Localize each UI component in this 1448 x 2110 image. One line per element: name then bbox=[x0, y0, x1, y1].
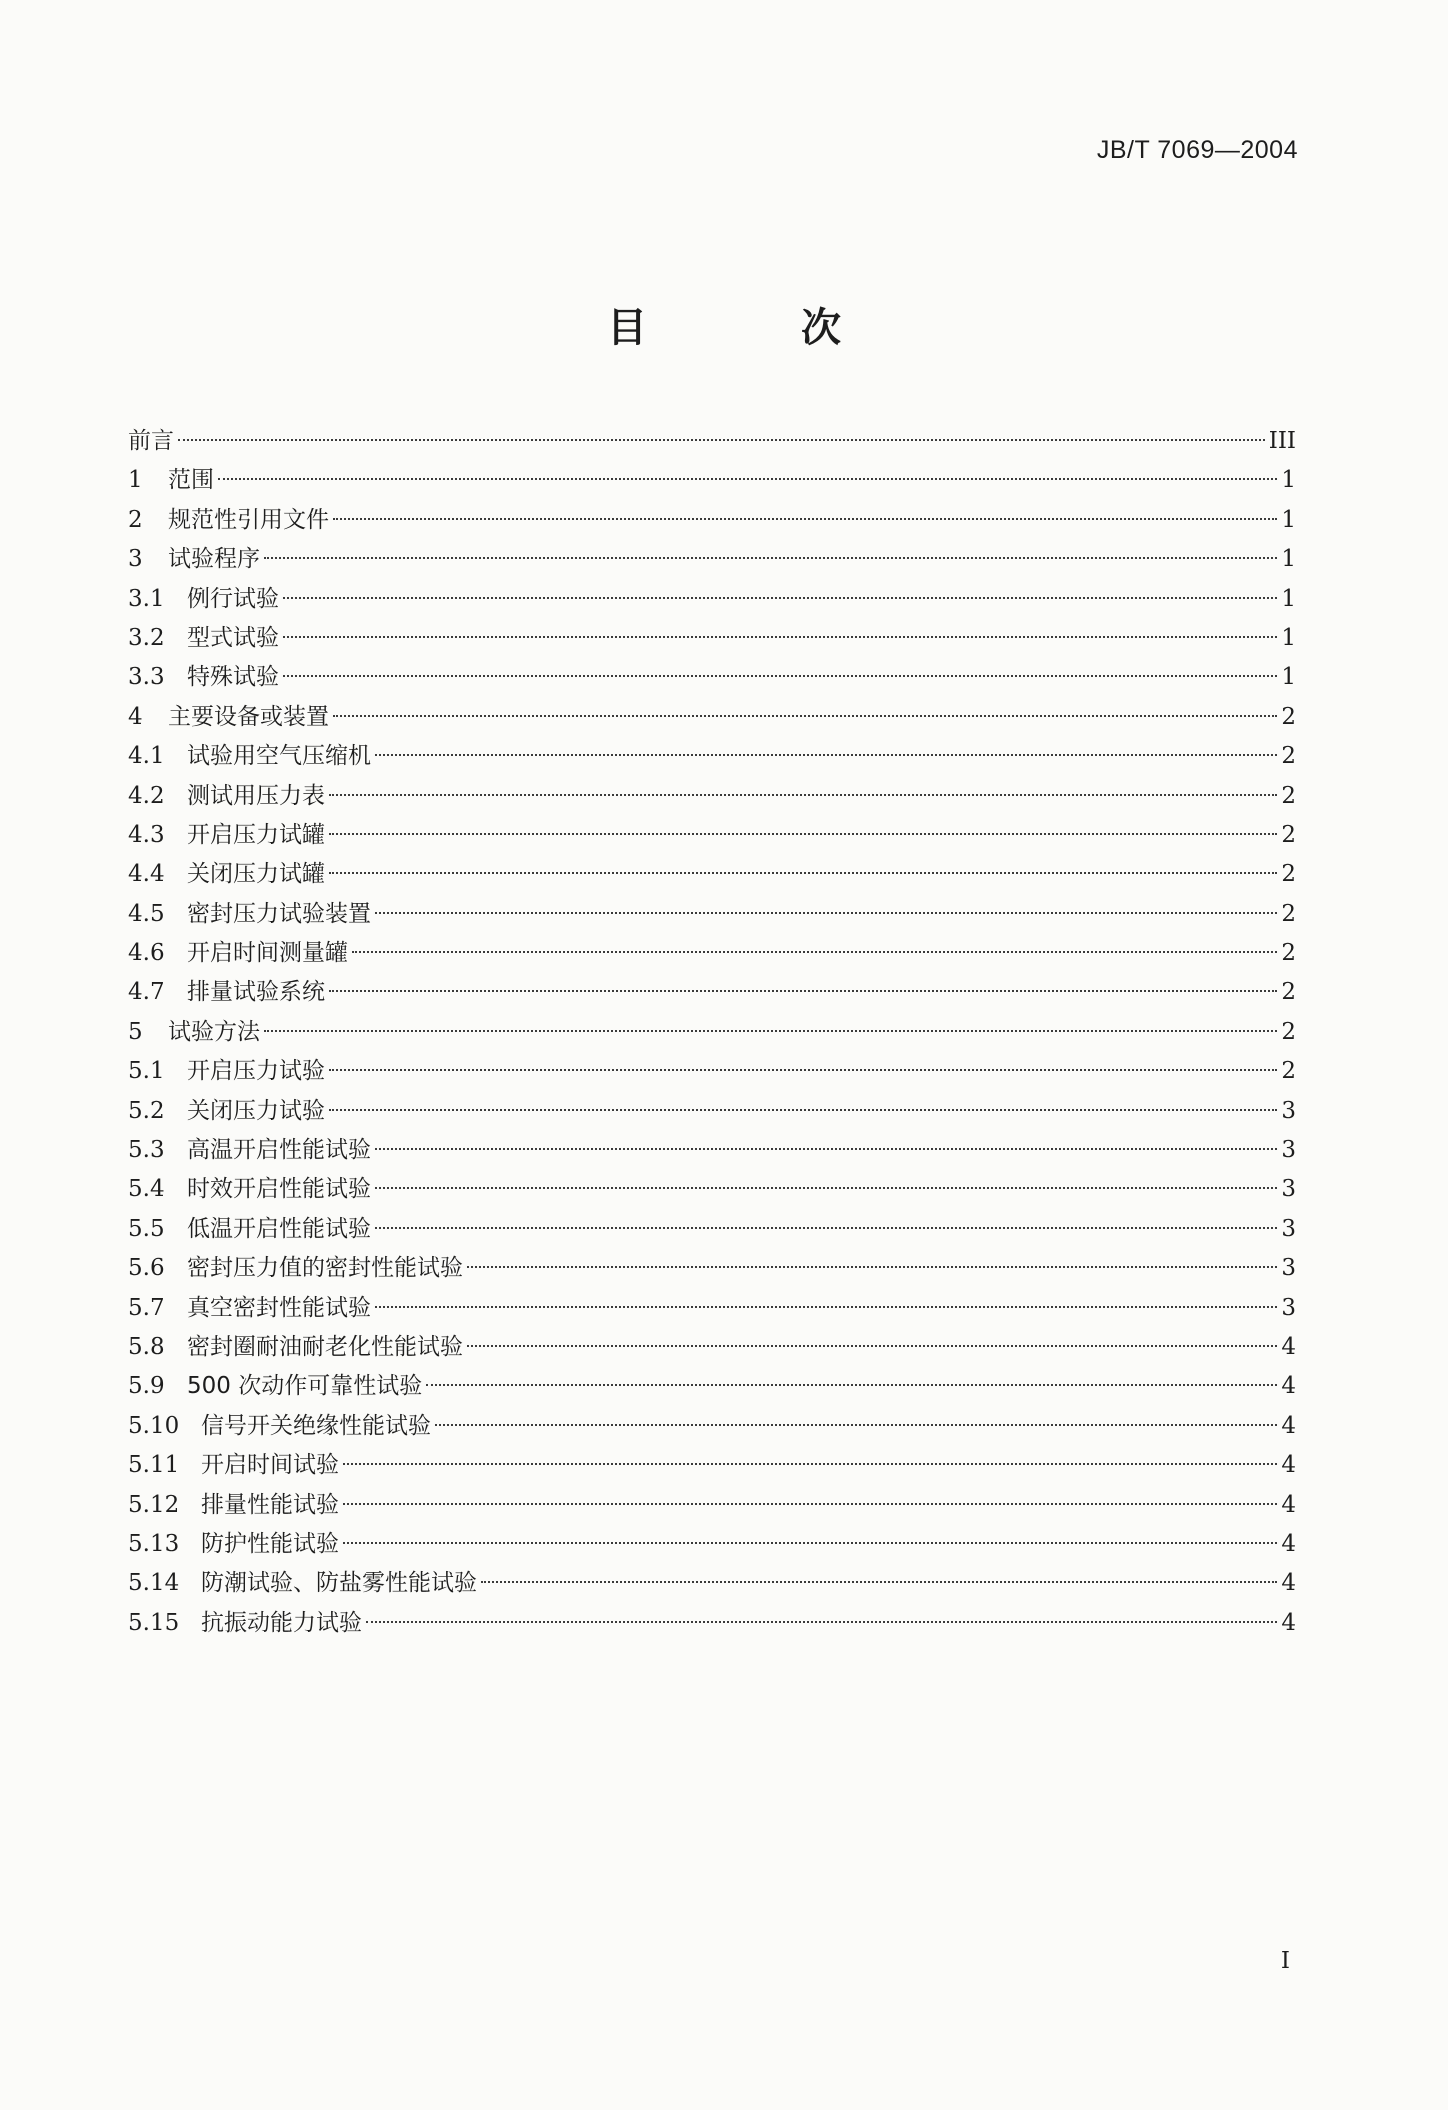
toc-entry-title: 500 次动作可靠性试验 bbox=[187, 1373, 423, 1400]
toc-entry-page: III bbox=[1268, 428, 1296, 454]
toc-entry-title: 密封压力试验装置 bbox=[187, 900, 371, 927]
toc-entry-number: 5.7 bbox=[128, 1294, 165, 1321]
toc-entry[interactable] bbox=[128, 1131, 1296, 1170]
toc-dot-leader bbox=[467, 1345, 1277, 1347]
toc-entry[interactable] bbox=[128, 934, 1296, 973]
toc-dot-leader bbox=[329, 1069, 1277, 1071]
toc-entry-number: 1 bbox=[128, 467, 143, 494]
toc-entry-title: 测试用压力表 bbox=[187, 782, 325, 809]
toc-entry[interactable] bbox=[128, 461, 1296, 500]
toc-dot-leader bbox=[375, 1187, 1277, 1189]
toc-entry-number: 3 bbox=[128, 546, 143, 573]
toc-entry-title: 型式试验 bbox=[187, 624, 279, 651]
toc-entry-number: 5.2 bbox=[128, 1097, 165, 1124]
toc-entry-title: 开启时间试验 bbox=[201, 1452, 339, 1479]
toc-entry-page: 2 bbox=[1281, 1058, 1296, 1085]
toc-dot-leader bbox=[352, 951, 1277, 953]
toc-entry-page: 2 bbox=[1281, 900, 1296, 927]
toc-dot-leader bbox=[329, 833, 1277, 835]
toc-entry-number: 3.1 bbox=[128, 585, 165, 612]
toc-entry-page: 1 bbox=[1281, 467, 1296, 494]
toc-dot-leader bbox=[375, 1148, 1277, 1150]
toc-entry-title: 真空密封性能试验 bbox=[187, 1294, 371, 1321]
toc-entry-title: 关闭压力试罐 bbox=[187, 861, 325, 888]
table-of-contents bbox=[128, 422, 1296, 1643]
toc-entry[interactable] bbox=[128, 1249, 1296, 1288]
toc-entry-page: 4 bbox=[1281, 1452, 1296, 1479]
toc-entry-number: 5.13 bbox=[128, 1530, 180, 1557]
toc-entry-page: 2 bbox=[1281, 940, 1296, 967]
toc-dot-leader bbox=[264, 557, 1277, 559]
toc-entry-number: 4.7 bbox=[128, 979, 165, 1006]
toc-dot-leader bbox=[435, 1424, 1277, 1426]
toc-dot-leader bbox=[426, 1384, 1277, 1386]
toc-entry-page: 3 bbox=[1281, 1215, 1296, 1242]
toc-entry-page: 1 bbox=[1281, 624, 1296, 651]
toc-entry-page: 1 bbox=[1281, 506, 1296, 533]
toc-entry[interactable] bbox=[128, 855, 1296, 894]
toc-dot-leader bbox=[375, 754, 1277, 756]
toc-entry[interactable] bbox=[128, 1092, 1296, 1131]
toc-entry-page: 2 bbox=[1281, 782, 1296, 809]
toc-entry-page: 4 bbox=[1281, 1530, 1296, 1557]
toc-entry-title: 前言 bbox=[128, 428, 174, 454]
toc-entry[interactable] bbox=[128, 895, 1296, 934]
toc-entry[interactable] bbox=[128, 1446, 1296, 1485]
toc-entry-title: 特殊试验 bbox=[187, 664, 279, 691]
toc-dot-leader bbox=[329, 872, 1277, 874]
toc-entry-number: 5.1 bbox=[128, 1058, 165, 1085]
toc-entry[interactable] bbox=[128, 1367, 1296, 1406]
toc-entry-page: 4 bbox=[1281, 1333, 1296, 1360]
toc-dot-leader bbox=[366, 1621, 1277, 1623]
toc-entry-page: 4 bbox=[1281, 1373, 1296, 1400]
toc-entry[interactable] bbox=[128, 1289, 1296, 1328]
toc-entry-page: 3 bbox=[1281, 1137, 1296, 1164]
toc-entry-title: 防潮试验、防盐雾性能试验 bbox=[201, 1570, 477, 1597]
toc-entry-page: 3 bbox=[1281, 1097, 1296, 1124]
toc-dot-leader bbox=[283, 597, 1277, 599]
toc-entry-number: 3.3 bbox=[128, 664, 165, 691]
toc-entry-title: 试验程序 bbox=[168, 546, 260, 573]
toc-entry-page: 3 bbox=[1281, 1294, 1296, 1321]
toc-entry-number: 4.3 bbox=[128, 821, 165, 848]
toc-entry-number: 5.12 bbox=[128, 1491, 180, 1518]
toc-entry-title: 规范性引用文件 bbox=[168, 506, 329, 533]
toc-entry[interactable] bbox=[128, 1604, 1296, 1643]
toc-entry-number: 5.9 bbox=[128, 1373, 165, 1400]
toc-entry-number: 3.2 bbox=[128, 624, 165, 651]
toc-entry[interactable] bbox=[128, 777, 1296, 816]
toc-entry-title: 开启压力试验 bbox=[187, 1058, 325, 1085]
toc-entry-number: 4 bbox=[128, 703, 143, 730]
toc-entry-page: 4 bbox=[1281, 1491, 1296, 1518]
toc-dot-leader bbox=[467, 1266, 1277, 1268]
toc-entry-title: 试验用空气压缩机 bbox=[187, 743, 371, 770]
toc-entry-number: 5.8 bbox=[128, 1333, 165, 1360]
toc-dot-leader bbox=[375, 912, 1277, 914]
toc-entry-number: 5.5 bbox=[128, 1215, 165, 1242]
toc-entry[interactable] bbox=[128, 540, 1296, 579]
toc-entry-page: 2 bbox=[1281, 1018, 1296, 1045]
toc-entry-number: 5.10 bbox=[128, 1412, 180, 1439]
toc-entry-page: 2 bbox=[1281, 743, 1296, 770]
toc-entry[interactable] bbox=[128, 1525, 1296, 1564]
toc-entry-title: 例行试验 bbox=[187, 585, 279, 612]
toc-entry-page: 1 bbox=[1281, 546, 1296, 573]
toc-dot-leader bbox=[329, 990, 1277, 992]
toc-dot-leader bbox=[283, 675, 1277, 677]
toc-entry-title: 关闭压力试验 bbox=[187, 1097, 325, 1124]
toc-entry-title: 排量性能试验 bbox=[201, 1491, 339, 1518]
toc-entry[interactable] bbox=[128, 619, 1296, 658]
toc-entry-number: 4.4 bbox=[128, 861, 165, 888]
toc-entry-number: 5.15 bbox=[128, 1609, 180, 1636]
toc-entry-title: 高温开启性能试验 bbox=[187, 1137, 371, 1164]
toc-dot-leader bbox=[481, 1581, 1277, 1583]
toc-entry-page: 2 bbox=[1281, 861, 1296, 888]
toc-dot-leader bbox=[329, 794, 1277, 796]
toc-entry-page: 1 bbox=[1281, 585, 1296, 612]
toc-entry-number: 4.5 bbox=[128, 900, 165, 927]
toc-entry-page: 4 bbox=[1281, 1609, 1296, 1636]
toc-entry-number: 4.2 bbox=[128, 782, 165, 809]
document-number: JB/T 7069—2004 bbox=[1096, 136, 1298, 164]
toc-entry-title: 低温开启性能试验 bbox=[187, 1215, 371, 1242]
toc-dot-leader bbox=[343, 1463, 1277, 1465]
toc-entry-title: 范围 bbox=[168, 467, 214, 494]
toc-entry-page: 4 bbox=[1281, 1570, 1296, 1597]
toc-dot-leader bbox=[375, 1306, 1277, 1308]
toc-entry[interactable] bbox=[128, 698, 1296, 737]
toc-entry-page: 1 bbox=[1281, 664, 1296, 691]
toc-entry[interactable] bbox=[128, 1170, 1296, 1209]
toc-entry[interactable] bbox=[128, 1013, 1296, 1052]
toc-entry[interactable] bbox=[128, 422, 1296, 461]
toc-entry[interactable] bbox=[128, 1564, 1296, 1603]
toc-entry-number: 5 bbox=[128, 1018, 143, 1045]
toc-dot-leader bbox=[218, 478, 1277, 480]
page-number: I bbox=[1280, 1948, 1290, 1974]
toc-entry[interactable] bbox=[128, 973, 1296, 1012]
toc-entry[interactable] bbox=[128, 658, 1296, 697]
toc-entry-number: 5.14 bbox=[128, 1570, 180, 1597]
toc-entry[interactable] bbox=[128, 1328, 1296, 1367]
toc-entry[interactable] bbox=[128, 501, 1296, 540]
toc-entry[interactable] bbox=[128, 1210, 1296, 1249]
toc-dot-leader bbox=[329, 1109, 1277, 1111]
toc-entry[interactable] bbox=[128, 737, 1296, 776]
toc-entry-title: 抗振动能力试验 bbox=[201, 1609, 362, 1636]
page-title: 目 次 bbox=[607, 305, 911, 351]
toc-entry-page: 4 bbox=[1281, 1412, 1296, 1439]
toc-entry-page: 3 bbox=[1281, 1255, 1296, 1282]
toc-entry-title: 信号开关绝缘性能试验 bbox=[201, 1412, 431, 1439]
toc-entry-number: 4.1 bbox=[128, 743, 165, 770]
toc-entry-page: 2 bbox=[1281, 821, 1296, 848]
toc-entry-number: 4.6 bbox=[128, 940, 165, 967]
toc-dot-leader bbox=[375, 1227, 1277, 1229]
toc-entry-title: 密封压力值的密封性能试验 bbox=[187, 1255, 463, 1282]
toc-entry-title: 开启压力试罐 bbox=[187, 821, 325, 848]
toc-entry[interactable] bbox=[128, 1486, 1296, 1525]
toc-entry-number: 2 bbox=[128, 506, 143, 533]
toc-entry-page: 2 bbox=[1281, 979, 1296, 1006]
toc-entry-title: 试验方法 bbox=[168, 1018, 260, 1045]
toc-entry-title: 开启时间测量罐 bbox=[187, 940, 348, 967]
toc-entry[interactable] bbox=[128, 816, 1296, 855]
toc-entry[interactable] bbox=[128, 1052, 1296, 1091]
toc-dot-leader bbox=[283, 636, 1277, 638]
toc-entry-number: 5.6 bbox=[128, 1255, 165, 1282]
toc-entry-title: 密封圈耐油耐老化性能试验 bbox=[187, 1333, 463, 1360]
toc-dot-leader bbox=[333, 518, 1277, 520]
toc-entry-title: 排量试验系统 bbox=[187, 979, 325, 1006]
toc-dot-leader bbox=[264, 1030, 1277, 1032]
toc-dot-leader bbox=[343, 1503, 1277, 1505]
toc-entry-number: 5.11 bbox=[128, 1452, 180, 1479]
toc-dot-leader bbox=[333, 715, 1277, 717]
toc-entry-number: 5.4 bbox=[128, 1176, 165, 1203]
toc-dot-leader bbox=[178, 439, 1265, 441]
toc-entry-title: 主要设备或装置 bbox=[168, 703, 329, 730]
toc-entry-title: 时效开启性能试验 bbox=[187, 1176, 371, 1203]
toc-entry-page: 2 bbox=[1281, 703, 1296, 730]
toc-entry[interactable] bbox=[128, 580, 1296, 619]
toc-dot-leader bbox=[343, 1542, 1277, 1544]
toc-entry-number: 5.3 bbox=[128, 1137, 165, 1164]
toc-entry[interactable] bbox=[128, 1407, 1296, 1446]
toc-entry-title: 防护性能试验 bbox=[201, 1530, 339, 1557]
toc-entry-page: 3 bbox=[1281, 1176, 1296, 1203]
